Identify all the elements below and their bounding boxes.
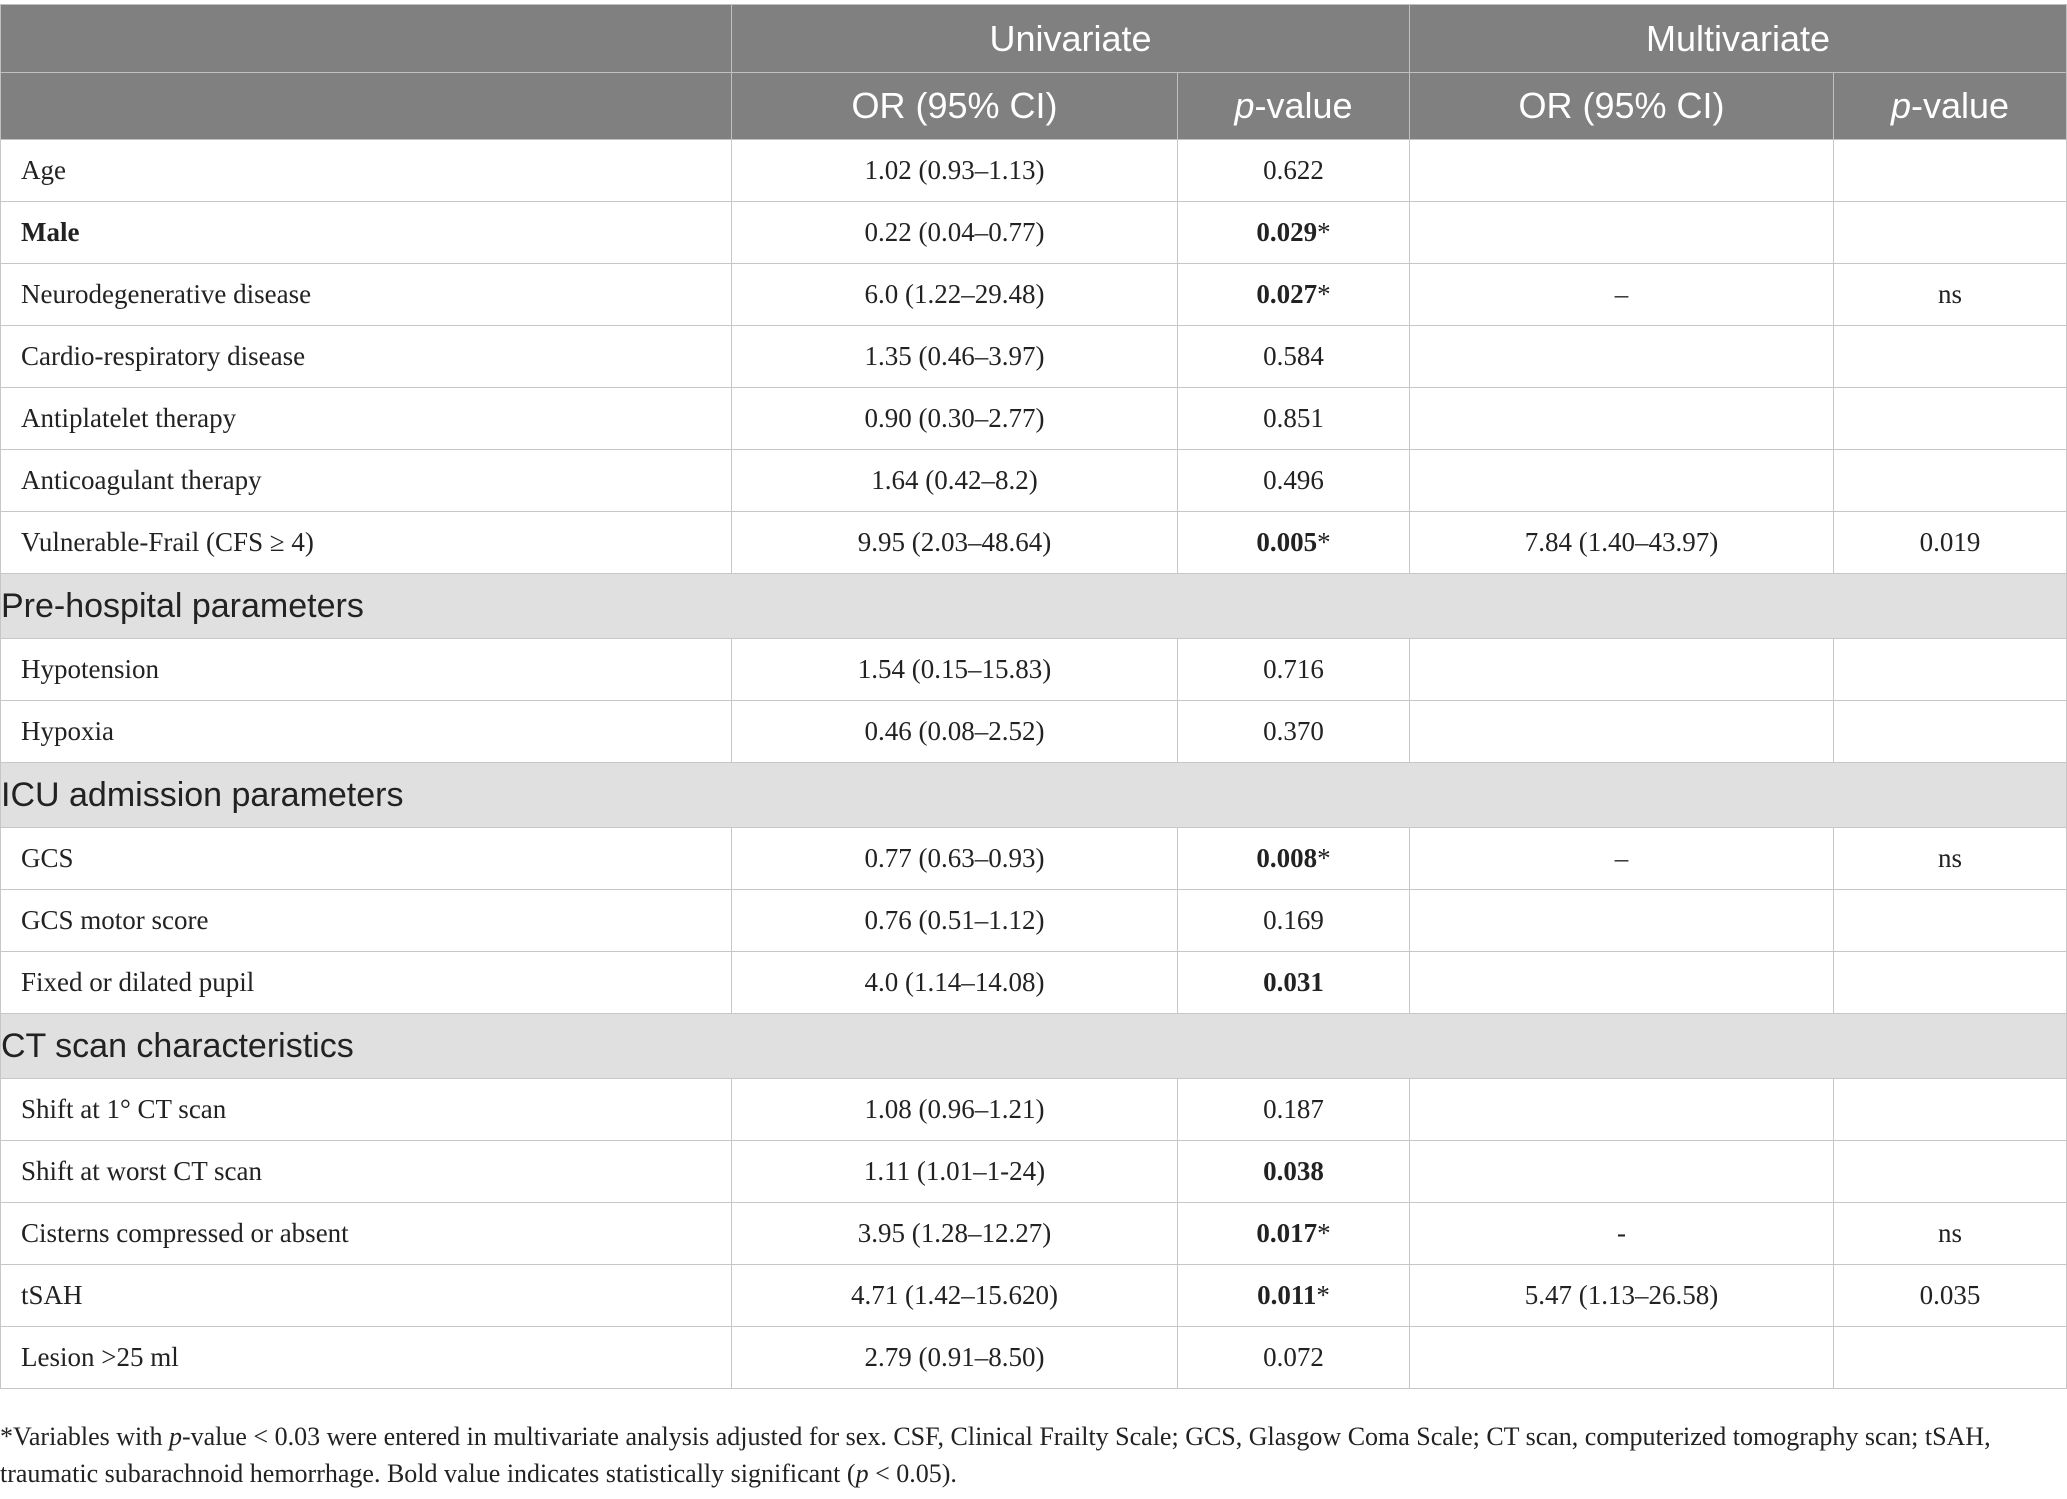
uni-p: 0.005* [1178, 512, 1410, 574]
row-label: Fixed or dilated pupil [1, 952, 732, 1014]
uni-or: 1.54 (0.15–15.83) [732, 639, 1178, 701]
row-label: Cardio-respiratory disease [1, 326, 732, 388]
multi-p [1834, 388, 2067, 450]
uni-or: 9.95 (2.03–48.64) [732, 512, 1178, 574]
multi-p [1834, 639, 2067, 701]
multi-p: 0.019 [1834, 512, 2067, 574]
row-label: Cisterns compressed or absent [1, 1203, 732, 1265]
table-row-gcs-motor [1, 890, 2067, 952]
row-label: Lesion >25 ml [1, 1327, 732, 1389]
row-label: GCS motor score [1, 890, 732, 952]
uni-p: 0.017* [1178, 1203, 1410, 1265]
header-row-columns [1, 73, 2067, 140]
multi-p [1834, 952, 2067, 1014]
multi-or [1410, 140, 1834, 202]
uni-or: 0.46 (0.08–2.52) [732, 701, 1178, 763]
uni-p: 0.169 [1178, 890, 1410, 952]
uni-p: 0.027* [1178, 264, 1410, 326]
header-multi-or: OR (95% CI) [1410, 73, 1834, 140]
multi-p: ns [1834, 1203, 2067, 1265]
table-row-lesion [1, 1327, 2067, 1389]
row-label: Shift at 1° CT scan [1, 1079, 732, 1141]
multi-or: 7.84 (1.40–43.97) [1410, 512, 1834, 574]
header-multi-p: p-value [1834, 73, 2067, 140]
section-header-prehospital [1, 574, 2067, 639]
table-row-pupil [1, 952, 2067, 1014]
multi-p [1834, 1079, 2067, 1141]
multi-or [1410, 202, 1834, 264]
regression-table [0, 4, 2067, 1389]
section-header-ct [1, 1014, 2067, 1079]
multi-or [1410, 1079, 1834, 1141]
row-label: Hypoxia [1, 701, 732, 763]
row-label: Neurodegenerative disease [1, 264, 732, 326]
section-title: CT scan characteristics [1, 1014, 2067, 1079]
multi-or [1410, 701, 1834, 763]
uni-or: 1.08 (0.96–1.21) [732, 1079, 1178, 1141]
uni-p: 0.011* [1178, 1265, 1410, 1327]
uni-or: 4.71 (1.42–15.620) [732, 1265, 1178, 1327]
multi-p [1834, 701, 2067, 763]
uni-or: 1.64 (0.42–8.2) [732, 450, 1178, 512]
multi-p [1834, 326, 2067, 388]
row-label: tSAH [1, 1265, 732, 1327]
uni-p: 0.716 [1178, 639, 1410, 701]
uni-or: 1.35 (0.46–3.97) [732, 326, 1178, 388]
multi-or [1410, 388, 1834, 450]
header-univariate: Univariate [732, 5, 1410, 73]
table-row-cardio [1, 326, 2067, 388]
multi-or [1410, 1327, 1834, 1389]
multi-p [1834, 1327, 2067, 1389]
table-row-tsah [1, 1265, 2067, 1327]
multi-p [1834, 450, 2067, 512]
header-empty-cell [1, 5, 732, 73]
multi-or [1410, 639, 1834, 701]
uni-or: 1.02 (0.93–1.13) [732, 140, 1178, 202]
section-title: ICU admission parameters [1, 763, 2067, 828]
table-row-gcs [1, 828, 2067, 890]
multi-p [1834, 890, 2067, 952]
header-uni-p: p-value [1178, 73, 1410, 140]
table-footnote: *Variables with p-value < 0.03 were entered in multivariate analysis adjusted for sex. CSF, Clinical Frailty Scale; GCS, Glasgow Coma Scale; CT scan, computerized tomography scan; tSAH, traumatic subarachnoid hemorrhage. Bold value indicates statistically significant (p < 0.05). [0, 1422, 1991, 1488]
multi-or: – [1410, 264, 1834, 326]
multi-p: ns [1834, 828, 2067, 890]
row-label: Male [1, 202, 732, 264]
multi-p [1834, 140, 2067, 202]
uni-p: 0.072 [1178, 1327, 1410, 1389]
header-multivariate: Multivariate [1410, 5, 2067, 73]
multi-or: 5.47 (1.13–26.58) [1410, 1265, 1834, 1327]
table-row-hypotension [1, 639, 2067, 701]
row-label: Antiplatelet therapy [1, 388, 732, 450]
table-row-shift-worst [1, 1141, 2067, 1203]
row-label: Shift at worst CT scan [1, 1141, 732, 1203]
table-row-neurodegenerative [1, 264, 2067, 326]
multi-or: - [1410, 1203, 1834, 1265]
multi-p [1834, 202, 2067, 264]
multi-or [1410, 1141, 1834, 1203]
multi-or [1410, 450, 1834, 512]
multi-p: ns [1834, 264, 2067, 326]
row-label: Age [1, 140, 732, 202]
table-row-shift-first [1, 1079, 2067, 1141]
row-label: Vulnerable-Frail (CFS ≥ 4) [1, 512, 732, 574]
uni-p: 0.496 [1178, 450, 1410, 512]
multi-or [1410, 952, 1834, 1014]
uni-p: 0.851 [1178, 388, 1410, 450]
uni-p: 0.038 [1178, 1141, 1410, 1203]
row-label: Hypotension [1, 639, 732, 701]
uni-p: 0.622 [1178, 140, 1410, 202]
table-row-anticoagulant [1, 450, 2067, 512]
multi-or [1410, 326, 1834, 388]
uni-or: 6.0 (1.22–29.48) [732, 264, 1178, 326]
multi-p [1834, 1141, 2067, 1203]
header-row-groups [1, 5, 2067, 73]
multi-or: – [1410, 828, 1834, 890]
uni-p: 0.029* [1178, 202, 1410, 264]
header-empty-cell [1, 73, 732, 140]
header-uni-or: OR (95% CI) [732, 73, 1178, 140]
uni-or: 1.11 (1.01–1-24) [732, 1141, 1178, 1203]
uni-or: 4.0 (1.14–14.08) [732, 952, 1178, 1014]
row-label: Anticoagulant therapy [1, 450, 732, 512]
table-row-cisterns [1, 1203, 2067, 1265]
table-row-antiplatelet [1, 388, 2067, 450]
uni-or: 0.90 (0.30–2.77) [732, 388, 1178, 450]
multi-p: 0.035 [1834, 1265, 2067, 1327]
uni-or: 0.77 (0.63–0.93) [732, 828, 1178, 890]
uni-or: 0.76 (0.51–1.12) [732, 890, 1178, 952]
uni-p: 0.584 [1178, 326, 1410, 388]
multi-or [1410, 890, 1834, 952]
uni-or: 3.95 (1.28–12.27) [732, 1203, 1178, 1265]
uni-p: 0.187 [1178, 1079, 1410, 1141]
table-row-age [1, 140, 2067, 202]
table-row-hypoxia [1, 701, 2067, 763]
uni-p: 0.008* [1178, 828, 1410, 890]
uni-p: 0.370 [1178, 701, 1410, 763]
table-row-male [1, 202, 2067, 264]
section-header-icu [1, 763, 2067, 828]
row-label: GCS [1, 828, 732, 890]
uni-p: 0.031 [1178, 952, 1410, 1014]
section-title: Pre-hospital parameters [1, 574, 2067, 639]
uni-or: 0.22 (0.04–0.77) [732, 202, 1178, 264]
table-row-frail [1, 512, 2067, 574]
uni-or: 2.79 (0.91–8.50) [732, 1327, 1178, 1389]
